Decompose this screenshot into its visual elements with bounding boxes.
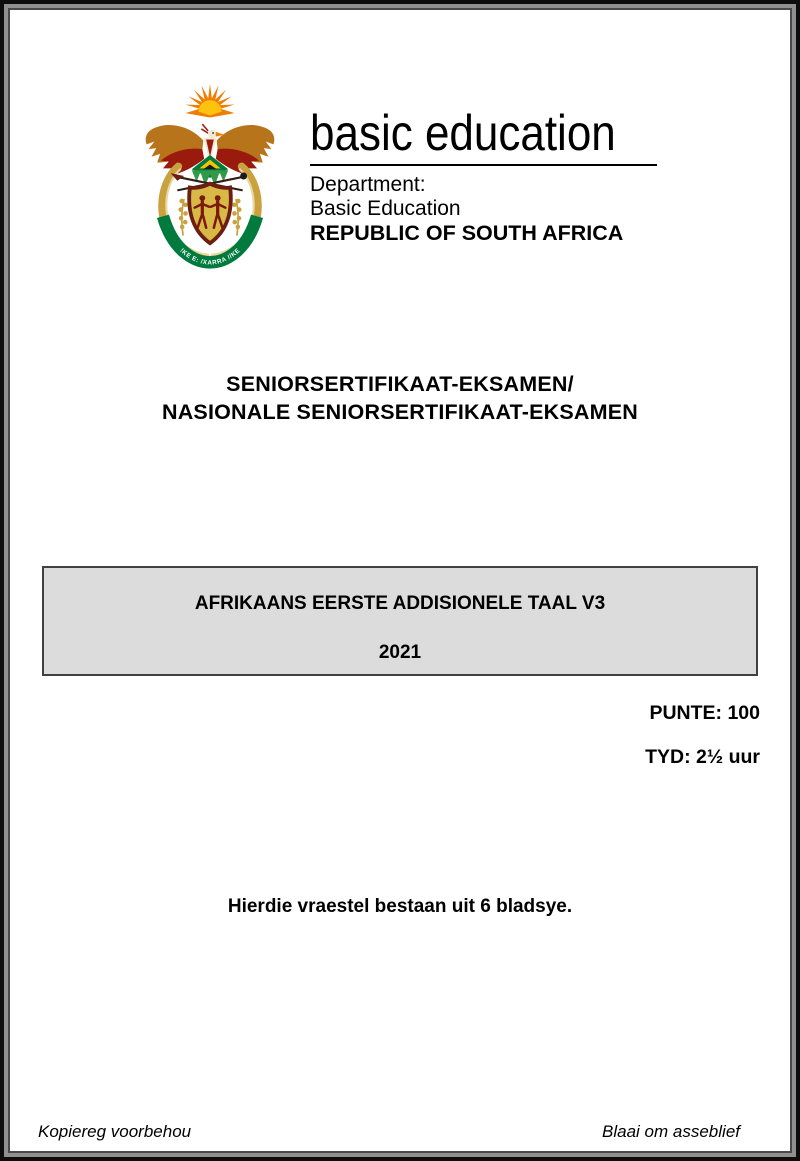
exam-heading: [10, 370, 790, 426]
bird-crest-icon: [201, 124, 209, 134]
motto-text: !KE E: /XARRA //KE: [178, 247, 242, 267]
department-label: Department:: [310, 173, 426, 196]
wheat-icon: [179, 199, 187, 235]
subject-title: AFRIKAANS EERSTE ADDISIONELE TAAL V3: [194, 593, 606, 614]
brand-title: basic education: [310, 105, 616, 161]
exam-cover-page: [8, 8, 792, 1153]
page-frame-inner: [4, 4, 796, 1157]
subject-year: 2021: [378, 642, 422, 663]
exam-details: [645, 702, 760, 769]
country-name: REPUBLIC OF SOUTH AFRICA: [310, 221, 624, 245]
copyright-note: Kopiereg voorbehou: [38, 1122, 192, 1141]
time-label: TYD: 2½ uur: [645, 746, 760, 768]
exam-heading-line1: SENIORSERTIFIKAAT-EKSAMEN/: [226, 372, 574, 396]
page-count-note: Hierdie vraestel bestaan uit 6 bladsye.: [227, 896, 573, 917]
subject-box: [42, 566, 758, 676]
marks-label: PUNTE: 100: [649, 702, 760, 724]
bird-eye-icon: [212, 132, 214, 134]
turn-over-note: Blaai om asseblief: [602, 1122, 740, 1141]
shield-icon: [189, 184, 231, 244]
bird-head-icon: [208, 130, 216, 138]
exam-heading-line2: NASIONALE SENIORSERTIFIKAAT-EKSAMEN: [161, 400, 639, 424]
masthead: [310, 104, 657, 246]
department-name: Basic Education: [310, 197, 461, 220]
brand-underline: [310, 164, 657, 166]
coat-of-arms-icon: [133, 80, 287, 272]
page-footer: [38, 1122, 740, 1142]
